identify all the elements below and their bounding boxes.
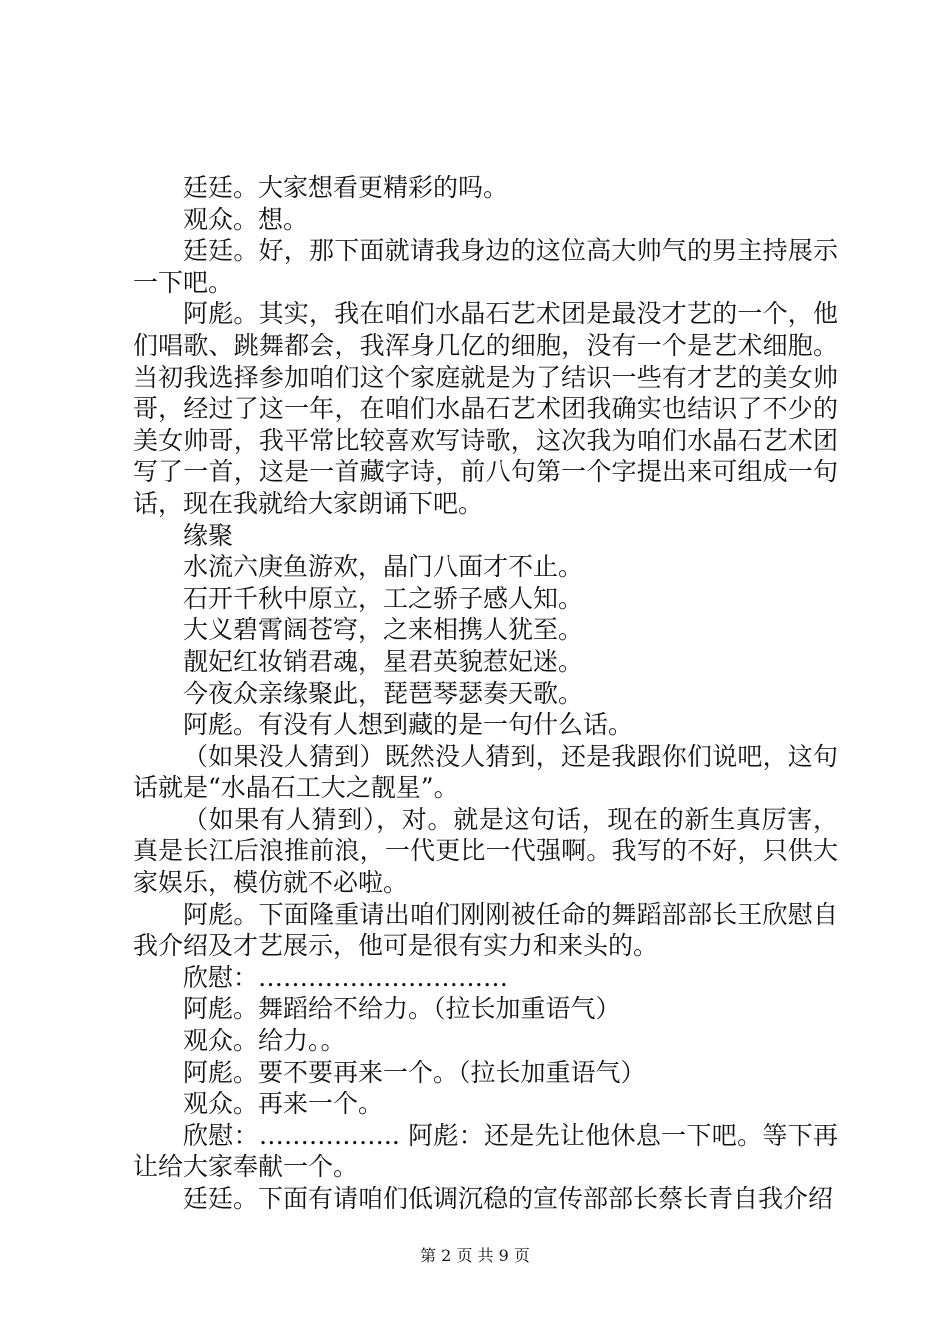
paragraph: 阿彪。下面隆重请出咱们刚刚被任命的舞蹈部部长王欣慰自我介绍及才艺展示，他可是很有实力和来头的。 — [133, 899, 838, 961]
document-body — [133, 172, 838, 1215]
page-number-label: 第 2 页 共 9 页 — [420, 1246, 530, 1265]
paragraph: 观众。给力。。 — [183, 1026, 346, 1056]
paragraph: 观众。再来一个。 — [183, 1089, 384, 1119]
paragraph: 欣慰：…………….. 阿彪：还是先让他休息一下吧。等下再让给大家奉献一个。 — [133, 1120, 838, 1182]
poem-line: 石开千秋中原立，工之骄子感人知。 — [183, 583, 584, 613]
poem-line: 今夜众亲缘聚此，琵琶琴瑟奏天歌。 — [183, 678, 584, 708]
paragraph: （如果没人猜到）既然没人猜到，还是我跟你们说吧，这句话就是“水晶石工大之靓星”。 — [133, 741, 838, 803]
paragraph: 阿彪。有没有人想到藏的是一句什么话。 — [183, 710, 634, 740]
paragraph: 阿彪。其实，我在咱们水晶石艺术团是最没才艺的一个，他们唱歌、跳舞都会，我浑身几亿的细胞，没有一个是艺术细胞。当初我选择参加咱们这个家庭就是为了结识一些有才艺的美女帅哥，经过了这一年，在咱们水晶石艺术团我确实也结识了不少的美女帅哥，我平常比较喜欢写诗歌，这次我为咱们水晶石艺术团写了一首，这是一首藏字诗，前八句第一个字提出来可组成一句话，现在我就给大家朗诵下吧。 — [133, 299, 838, 518]
poem-line: 水流六庚鱼游欢，晶门八面才不止。 — [183, 552, 584, 582]
paragraph: 阿彪。要不要再来一个。（拉长加重语气） — [183, 1057, 646, 1087]
paragraph: 观众。想。 — [183, 204, 309, 234]
poem-title: 缘聚 — [183, 520, 234, 550]
paragraph: 阿彪。舞蹈给不给力。（拉长加重语气） — [183, 994, 621, 1024]
poem-line: 靓妃红妆销君魂，星君英貌惹妃迷。 — [183, 646, 584, 676]
paragraph: 廷廷。下面有请咱们低调沉稳的宣传部部长蔡长青自我介绍 — [183, 1184, 834, 1213]
paragraph: （如果有人猜到），对。就是这句话，现在的新生真厉害，真是长江后浪推前浪，一代更比一代强啊。我写的不好，只供大家娱乐，模仿就不必啦。 — [133, 804, 838, 898]
page-footer — [0, 1243, 950, 1266]
paragraph: 廷廷。大家想看更精彩的吗。 — [183, 173, 509, 202]
paragraph: 欣慰：………………………… — [183, 962, 509, 992]
paragraph: 廷廷。好，那下面就请我身边的这位高大帅气的男主持展示一下吧。 — [133, 236, 838, 297]
poem-line: 大义碧霄阔苍穹，之来相携人犹至。 — [183, 615, 584, 645]
